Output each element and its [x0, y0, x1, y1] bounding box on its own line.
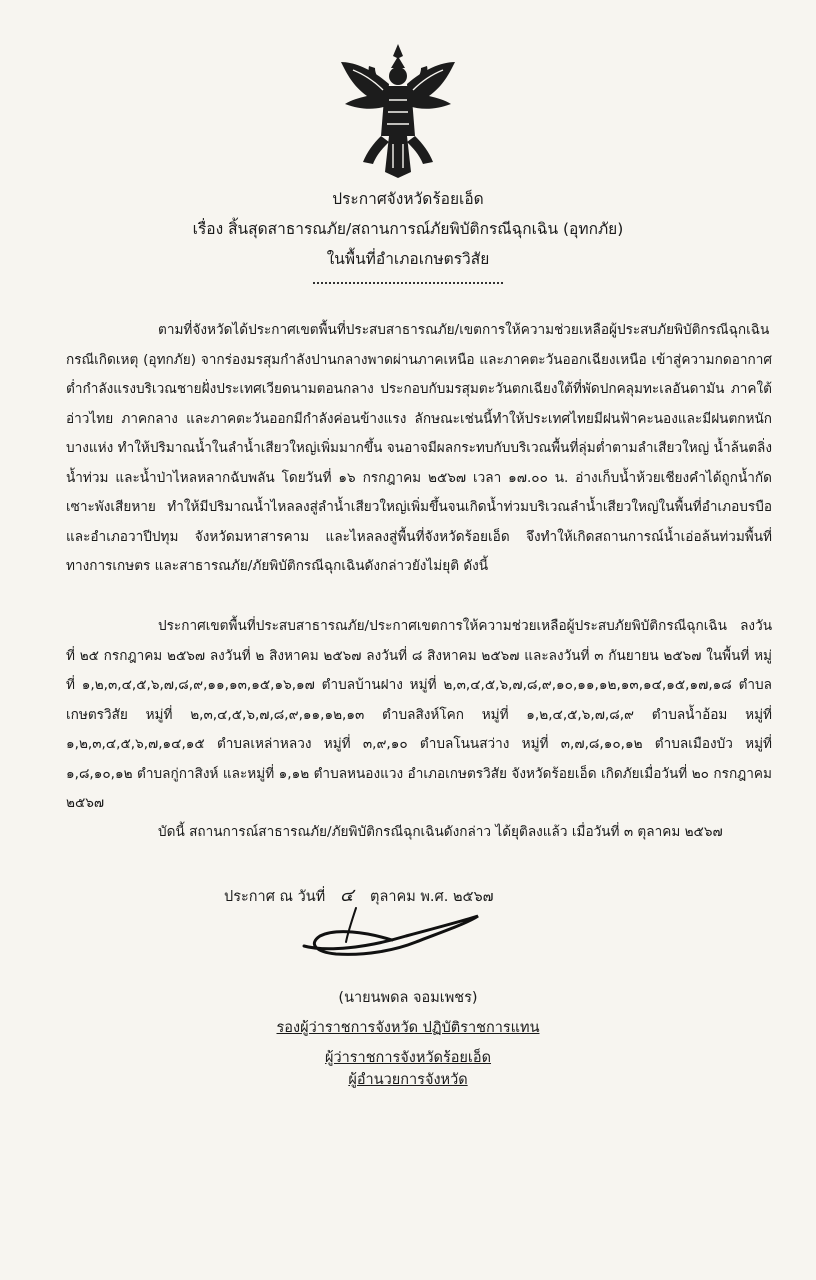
document-subject: เรื่อง สิ้นสุดสาธารณภัย/สถานการณ์ภัยพิบัติกรณีฉุกเฉิน (อุทกภัย)	[192, 220, 624, 238]
announce-day-handwritten: ๔	[339, 885, 354, 906]
signer-title-governor: ผู้ว่าราชการจังหวัดร้อยเอ็ด	[324, 1050, 492, 1066]
paragraph-conclusion: บัดนี้ สถานการณ์สาธารณภัย/ภัยพิบัติกรณีฉุกเฉินดังกล่าว ได้ยุติลงแล้ว เมื่อวันที่ ๓ ตุลาคม ๒๕๖๗	[158, 824, 723, 840]
document-area: ในพื้นที่อำเภอเกษตรวิสัย	[326, 250, 490, 268]
document-title: ประกาศจังหวัดร้อยเอ็ด	[332, 190, 484, 208]
announce-prefix: ประกาศ ณ วันที่	[224, 889, 326, 905]
announce-month-year: ตุลาคม พ.ศ. ๒๕๖๗	[370, 889, 494, 905]
dotted-divider	[313, 282, 503, 284]
handwritten-signature	[296, 902, 486, 962]
garuda-emblem-icon	[333, 40, 463, 180]
paragraph-background: ตามที่จังหวัดได้ประกาศเขตพื้นที่ประสบสาธารณภัย/เขตการให้ความช่วยเหลือผู้ประสบภัยพิบัติกรณีฉุกเฉิน กรณีเกิดเหตุ (อุทกภัย) จากร่องมรสุมกำลังปานกลางพาดผ่านภาคเหนือ และภาคตะวันออกเฉียงเหนือ เข้าสู่ความกดอากาศต่ำกำลังแรงบริเวณชายฝั่งประเทศเวียดนามตอนกลาง ประกอบกับมรสุมตะวันตกเฉียงใต้ที่พัดปกคลุมทะเลอันดามัน ภาคใต้ อ่าวไทย ภาคกลาง และภาคตะวันออกมีกำลังค่อนข้างแรง ลักษณะเช่นนี้ทำให้ประเทศไทยมีฝนฟ้าคะนองและมีฝนตกหนักบางแห่ง ทำให้ปริมาณน้ำในลำน้ำเสียวใหญ่เพิ่มมากขึ้น จนอาจมีผลกระทบกับบริเวณพื้นที่ลุ่มต่ำตามลำเสียวใหญ่ น้ำล้นตลิ่ง น้ำท่วม และน้ำป่าไหลหลากฉับพลัน โดยวันที่ ๑๖ กรกฎาคม ๒๕๖๗ เวลา ๑๗.๐๐ น. อ่างเก็บน้ำห้วยเชียงคำได้ถูกน้ำกัดเซาะพังเสียหาย ทำให้มีปริมาณน้ำไหลลงสู่ลำน้ำเสียวใหญ่เพิ่มขึ้นจนเกิดน้ำท่วมบริเวณลำน้ำเสียวใหญ่ในพื้นที่อำเภอบรบือและอำเภอวาปีปทุม จังหวัดมหาสารคาม และไหลลงสู่พื้นที่จังหวัดร้อยเอ็ด จึงทำให้เกิดสถานการณ์น้ำเอ่อล้นท่วมพื้นที่ทางการเกษตร และสาธารณภัย/ภัยพิบัติกรณีฉุกเฉินดังกล่าวยังไม่ยุติ ดังนี้	[66, 322, 772, 574]
signer-name: (นายนพดล จอมเพชร)	[338, 990, 478, 1006]
signer-title-deputy: รองผู้ว่าราชการจังหวัด ปฏิบัติราชการแทน	[276, 1020, 540, 1036]
signer-title-director: ผู้อำนวยการจังหวัด	[348, 1072, 468, 1088]
paragraph-declared-areas: ประกาศเขตพื้นที่ประสบสาธารณภัย/ประกาศเขตการให้ความช่วยเหลือผู้ประสบภัยพิบัติกรณีฉุกเฉิน ลงวันที่ ๒๕ กรกฎาคม ๒๕๖๗ ลงวันที่ ๒ สิงหาคม ๒๕๖๗ ลงวันที่ ๘ สิงหาคม ๒๕๖๗ และลงวันที่ ๓ กันยายน ๒๕๖๗ ในพื้นที่ หมู่ที่ ๑,๒,๓,๔,๕,๖,๗,๘,๙,๑๑,๑๓,๑๕,๑๖,๑๗ ตำบลบ้านฝาง หมู่ที่ ๒,๓,๔,๕,๖,๗,๘,๙,๑๐,๑๑,๑๒,๑๓,๑๔,๑๕,๑๗,๑๘ ตำบลเกษตรวิสัย หมู่ที่ ๒,๓,๔,๕,๖,๗,๘,๙,๑๑,๑๒,๑๓ ตำบลสิงห์โคก หมู่ที่ ๑,๒,๔,๕,๖,๗,๘,๙ ตำบลน้ำอ้อม หมู่ที่ ๑,๒,๓,๔,๕,๖,๗,๑๔,๑๕ ตำบลเหล่าหลวง หมู่ที่ ๓,๙,๑๐ ตำบลโนนสว่าง หมู่ที่ ๓,๗,๘,๑๐,๑๒ ตำบลเมืองบัว หมู่ที่ ๑,๘,๑๐,๑๒ ตำบลกู่กาสิงห์ และหมู่ที่ ๑,๑๒ ตำบลหนองแวง อำเภอเกษตรวิสัย จังหวัดร้อยเอ็ด เกิดภัยเมื่อวันที่ ๒๐ กรกฎาคม ๒๕๖๗	[66, 618, 772, 811]
